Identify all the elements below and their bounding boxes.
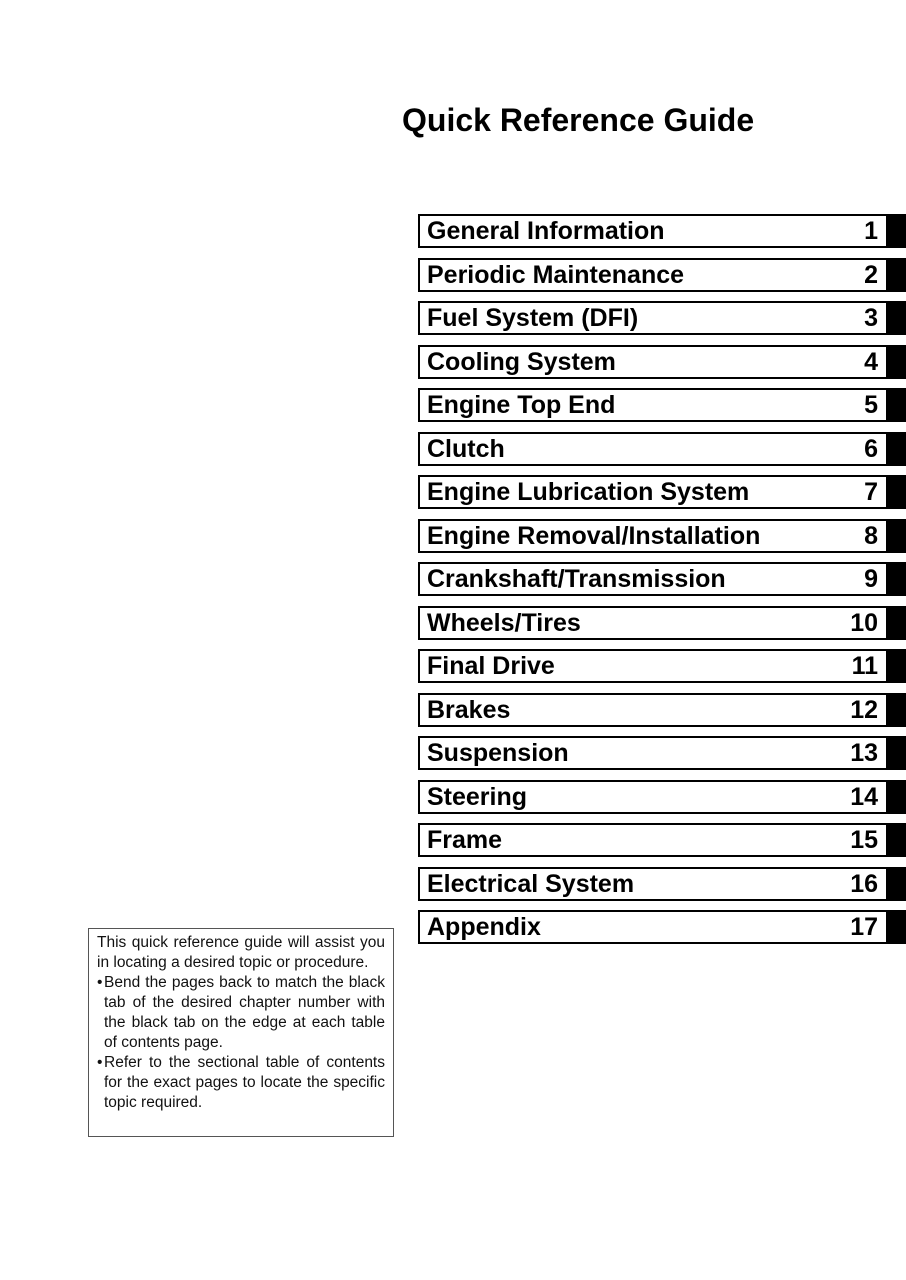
note-bullet-list bbox=[97, 973, 385, 1113]
black-tab-marker bbox=[887, 562, 906, 596]
chapter-label: Brakes bbox=[427, 695, 511, 724]
chapter-row-general-information[interactable] bbox=[418, 214, 906, 248]
chapter-row-engine-lubrication-system[interactable] bbox=[418, 475, 906, 509]
chapter-number: 16 bbox=[850, 869, 878, 898]
chapter-row-steering[interactable] bbox=[418, 780, 906, 814]
chapter-row-crankshaft-transmission[interactable] bbox=[418, 562, 906, 596]
chapter-number: 14 bbox=[850, 782, 878, 811]
chapter-number: 3 bbox=[864, 304, 878, 332]
black-tab-marker bbox=[887, 258, 906, 292]
chapter-label: Crankshaft/Transmission bbox=[427, 565, 726, 593]
chapter-number: 7 bbox=[864, 478, 878, 506]
chapter-label: General Information bbox=[427, 217, 665, 245]
black-tab-marker bbox=[887, 519, 906, 553]
chapter-row-engine-top-end[interactable] bbox=[418, 388, 906, 422]
bullet-mark: • bbox=[97, 974, 103, 991]
chapter-list bbox=[418, 214, 906, 954]
chapter-row-fuel-system[interactable] bbox=[418, 301, 906, 335]
black-tab-marker bbox=[887, 606, 906, 640]
black-tab-marker bbox=[887, 345, 906, 379]
chapter-row-engine-removal-installation[interactable] bbox=[418, 519, 906, 553]
chapter-label: Appendix bbox=[427, 913, 541, 941]
chapter-number: 15 bbox=[850, 826, 878, 854]
black-tab-marker bbox=[887, 693, 906, 727]
note-bullet-text: Bend the pages back to match the black tab of the desired chapter number with the black tab on the edge at each table of contents page. bbox=[104, 974, 385, 1051]
chapter-number: 17 bbox=[850, 913, 878, 941]
chapter-number: 8 bbox=[864, 521, 878, 550]
page-title: Quick Reference Guide bbox=[402, 102, 755, 138]
chapter-number: 12 bbox=[850, 695, 878, 724]
black-tab-marker bbox=[887, 823, 906, 857]
chapter-row-appendix[interactable] bbox=[418, 910, 906, 944]
chapter-number: 1 bbox=[864, 217, 878, 245]
chapter-row-final-drive[interactable] bbox=[418, 649, 906, 683]
instructions-note-box bbox=[88, 928, 394, 1137]
black-tab-marker bbox=[887, 388, 906, 422]
chapter-number: 10 bbox=[850, 608, 878, 637]
note-bullet-item bbox=[97, 1053, 385, 1113]
chapter-label: Cooling System bbox=[427, 347, 616, 376]
chapter-label: Clutch bbox=[427, 434, 505, 463]
bullet-mark: • bbox=[97, 1054, 103, 1071]
chapter-label: Wheels/Tires bbox=[427, 608, 581, 637]
chapter-label: Engine Top End bbox=[427, 391, 616, 419]
chapter-row-cooling-system[interactable] bbox=[418, 345, 906, 379]
chapter-label: Suspension bbox=[427, 739, 569, 767]
chapter-number: 13 bbox=[850, 739, 878, 767]
note-intro: This quick reference guide will assist you in locating a desired topic or procedure. bbox=[97, 934, 385, 971]
black-tab-marker bbox=[887, 214, 906, 248]
black-tab-marker bbox=[887, 736, 906, 770]
chapter-number: 5 bbox=[864, 391, 878, 419]
chapter-label: Final Drive bbox=[427, 652, 555, 680]
chapter-number: 4 bbox=[864, 347, 878, 376]
black-tab-marker bbox=[887, 867, 906, 901]
chapter-row-periodic-maintenance[interactable] bbox=[418, 258, 906, 292]
chapter-number: 9 bbox=[864, 565, 878, 593]
note-bullet-text: Refer to the sectional table of contents for the exact pages to locate the specific topic required. bbox=[104, 1054, 385, 1111]
black-tab-marker bbox=[887, 780, 906, 814]
chapter-row-brakes[interactable] bbox=[418, 693, 906, 727]
black-tab-marker bbox=[887, 432, 906, 466]
chapter-row-clutch[interactable] bbox=[418, 432, 906, 466]
chapter-label: Fuel System (DFI) bbox=[427, 304, 639, 332]
chapter-label: Frame bbox=[427, 826, 503, 854]
note-bullet-item bbox=[97, 973, 385, 1053]
black-tab-marker bbox=[887, 910, 906, 944]
black-tab-marker bbox=[887, 649, 906, 683]
black-tab-marker bbox=[887, 301, 906, 335]
chapter-row-electrical-system[interactable] bbox=[418, 867, 906, 901]
chapter-label: Periodic Maintenance bbox=[427, 260, 685, 289]
chapter-label: Engine Lubrication System bbox=[427, 478, 750, 506]
chapter-label: Engine Removal/Installation bbox=[427, 521, 761, 550]
chapter-row-frame[interactable] bbox=[418, 823, 906, 857]
chapter-number: 11 bbox=[851, 652, 878, 680]
chapter-number: 2 bbox=[864, 260, 878, 289]
black-tab-marker bbox=[887, 475, 906, 509]
chapter-row-wheels-tires[interactable] bbox=[418, 606, 906, 640]
chapter-label: Steering bbox=[427, 782, 528, 811]
chapter-row-suspension[interactable] bbox=[418, 736, 906, 770]
chapter-label: Electrical System bbox=[427, 869, 635, 898]
chapter-number: 6 bbox=[864, 434, 878, 463]
